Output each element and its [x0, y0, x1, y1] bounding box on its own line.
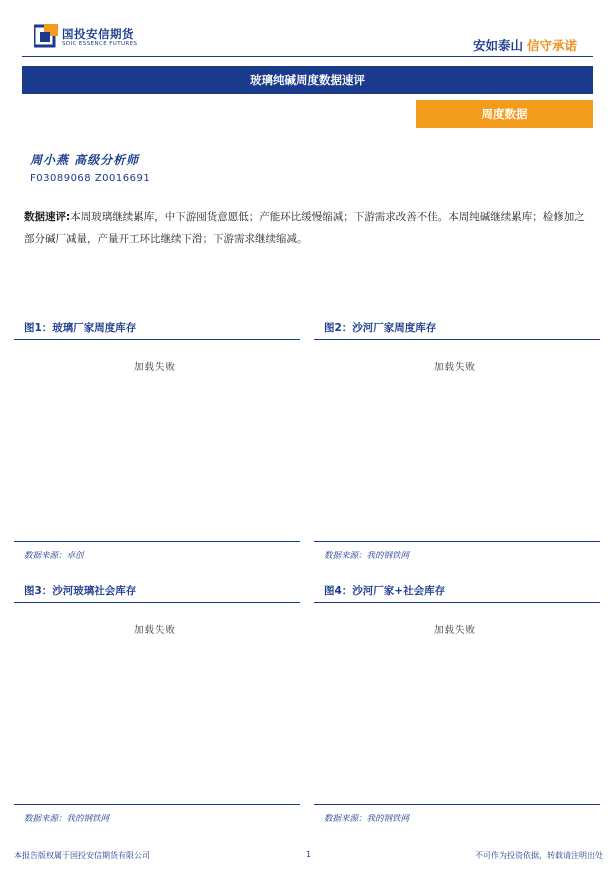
figure-3-bottom-rule: [14, 804, 300, 805]
figure-1-load-failed: 加载失败: [134, 362, 177, 373]
logo-text: 国投安信期货: [62, 27, 134, 41]
figure-2-top-rule: [314, 339, 600, 340]
figure-3-source: 数据来源：我的钢铁网: [24, 814, 110, 824]
figure-3-load-failed: 加载失败: [134, 625, 177, 636]
logo-text-en: SDIC ESSENCE FUTURES: [62, 41, 138, 47]
figure-3-title: 图3：沙河玻璃社会库存: [24, 585, 137, 597]
slogan: [473, 36, 577, 54]
data-review: [24, 206, 592, 250]
figure-1-bottom-rule: [14, 541, 300, 542]
figure-4-top-rule: [314, 602, 600, 603]
slogan-part1: 安如泰山: [472, 38, 523, 53]
figure-4-bottom-rule: [314, 804, 600, 805]
footer-copyright: 本报告版权属于国投安信期货有限公司: [14, 851, 150, 860]
figure-2-title: 图2：沙河厂家周度库存: [324, 322, 437, 334]
report-title: 玻璃纯碱周度数据速评: [22, 66, 593, 94]
figure-2-load-failed: 加载失败: [434, 362, 477, 373]
figure-2-source: 数据来源：我的钢铁网: [324, 551, 410, 561]
page-number: 1: [306, 850, 312, 859]
figure-4-load-failed: 加载失败: [434, 625, 477, 636]
figure-1-source: 数据来源：卓创: [24, 551, 84, 561]
review-text: 本周玻璃继续累库，中下游囤货意愿低；产能环比缓慢缩减；下游需求改善不佳。本周纯碱继续累库；检修加之部分碱厂减量，产量开工环比继续下滑；下游需求继续缩减。: [24, 211, 585, 245]
figure-4-title: 图4：沙河厂家+社会库存: [324, 585, 446, 597]
figure-1-title: 图1：玻璃厂家周度库存: [24, 322, 137, 334]
report-type-badge: 周度数据: [416, 100, 593, 128]
sdic-logo-icon: [34, 24, 58, 48]
figure-1-top-rule: [14, 339, 300, 340]
footer-disclaimer: 不可作为投资依据，转载请注明出处: [475, 851, 603, 860]
figure-4-source: 数据来源：我的钢铁网: [324, 814, 410, 824]
header-divider: [22, 56, 593, 57]
figure-2-bottom-rule: [314, 541, 600, 542]
slogan-part2: 信守承诺: [526, 38, 577, 53]
author-name: 周小燕 高级分析师: [30, 153, 140, 167]
figure-3-top-rule: [14, 602, 300, 603]
author-certificate: F03089068 Z0016691: [30, 173, 151, 184]
review-label: 数据速评:: [24, 211, 71, 223]
